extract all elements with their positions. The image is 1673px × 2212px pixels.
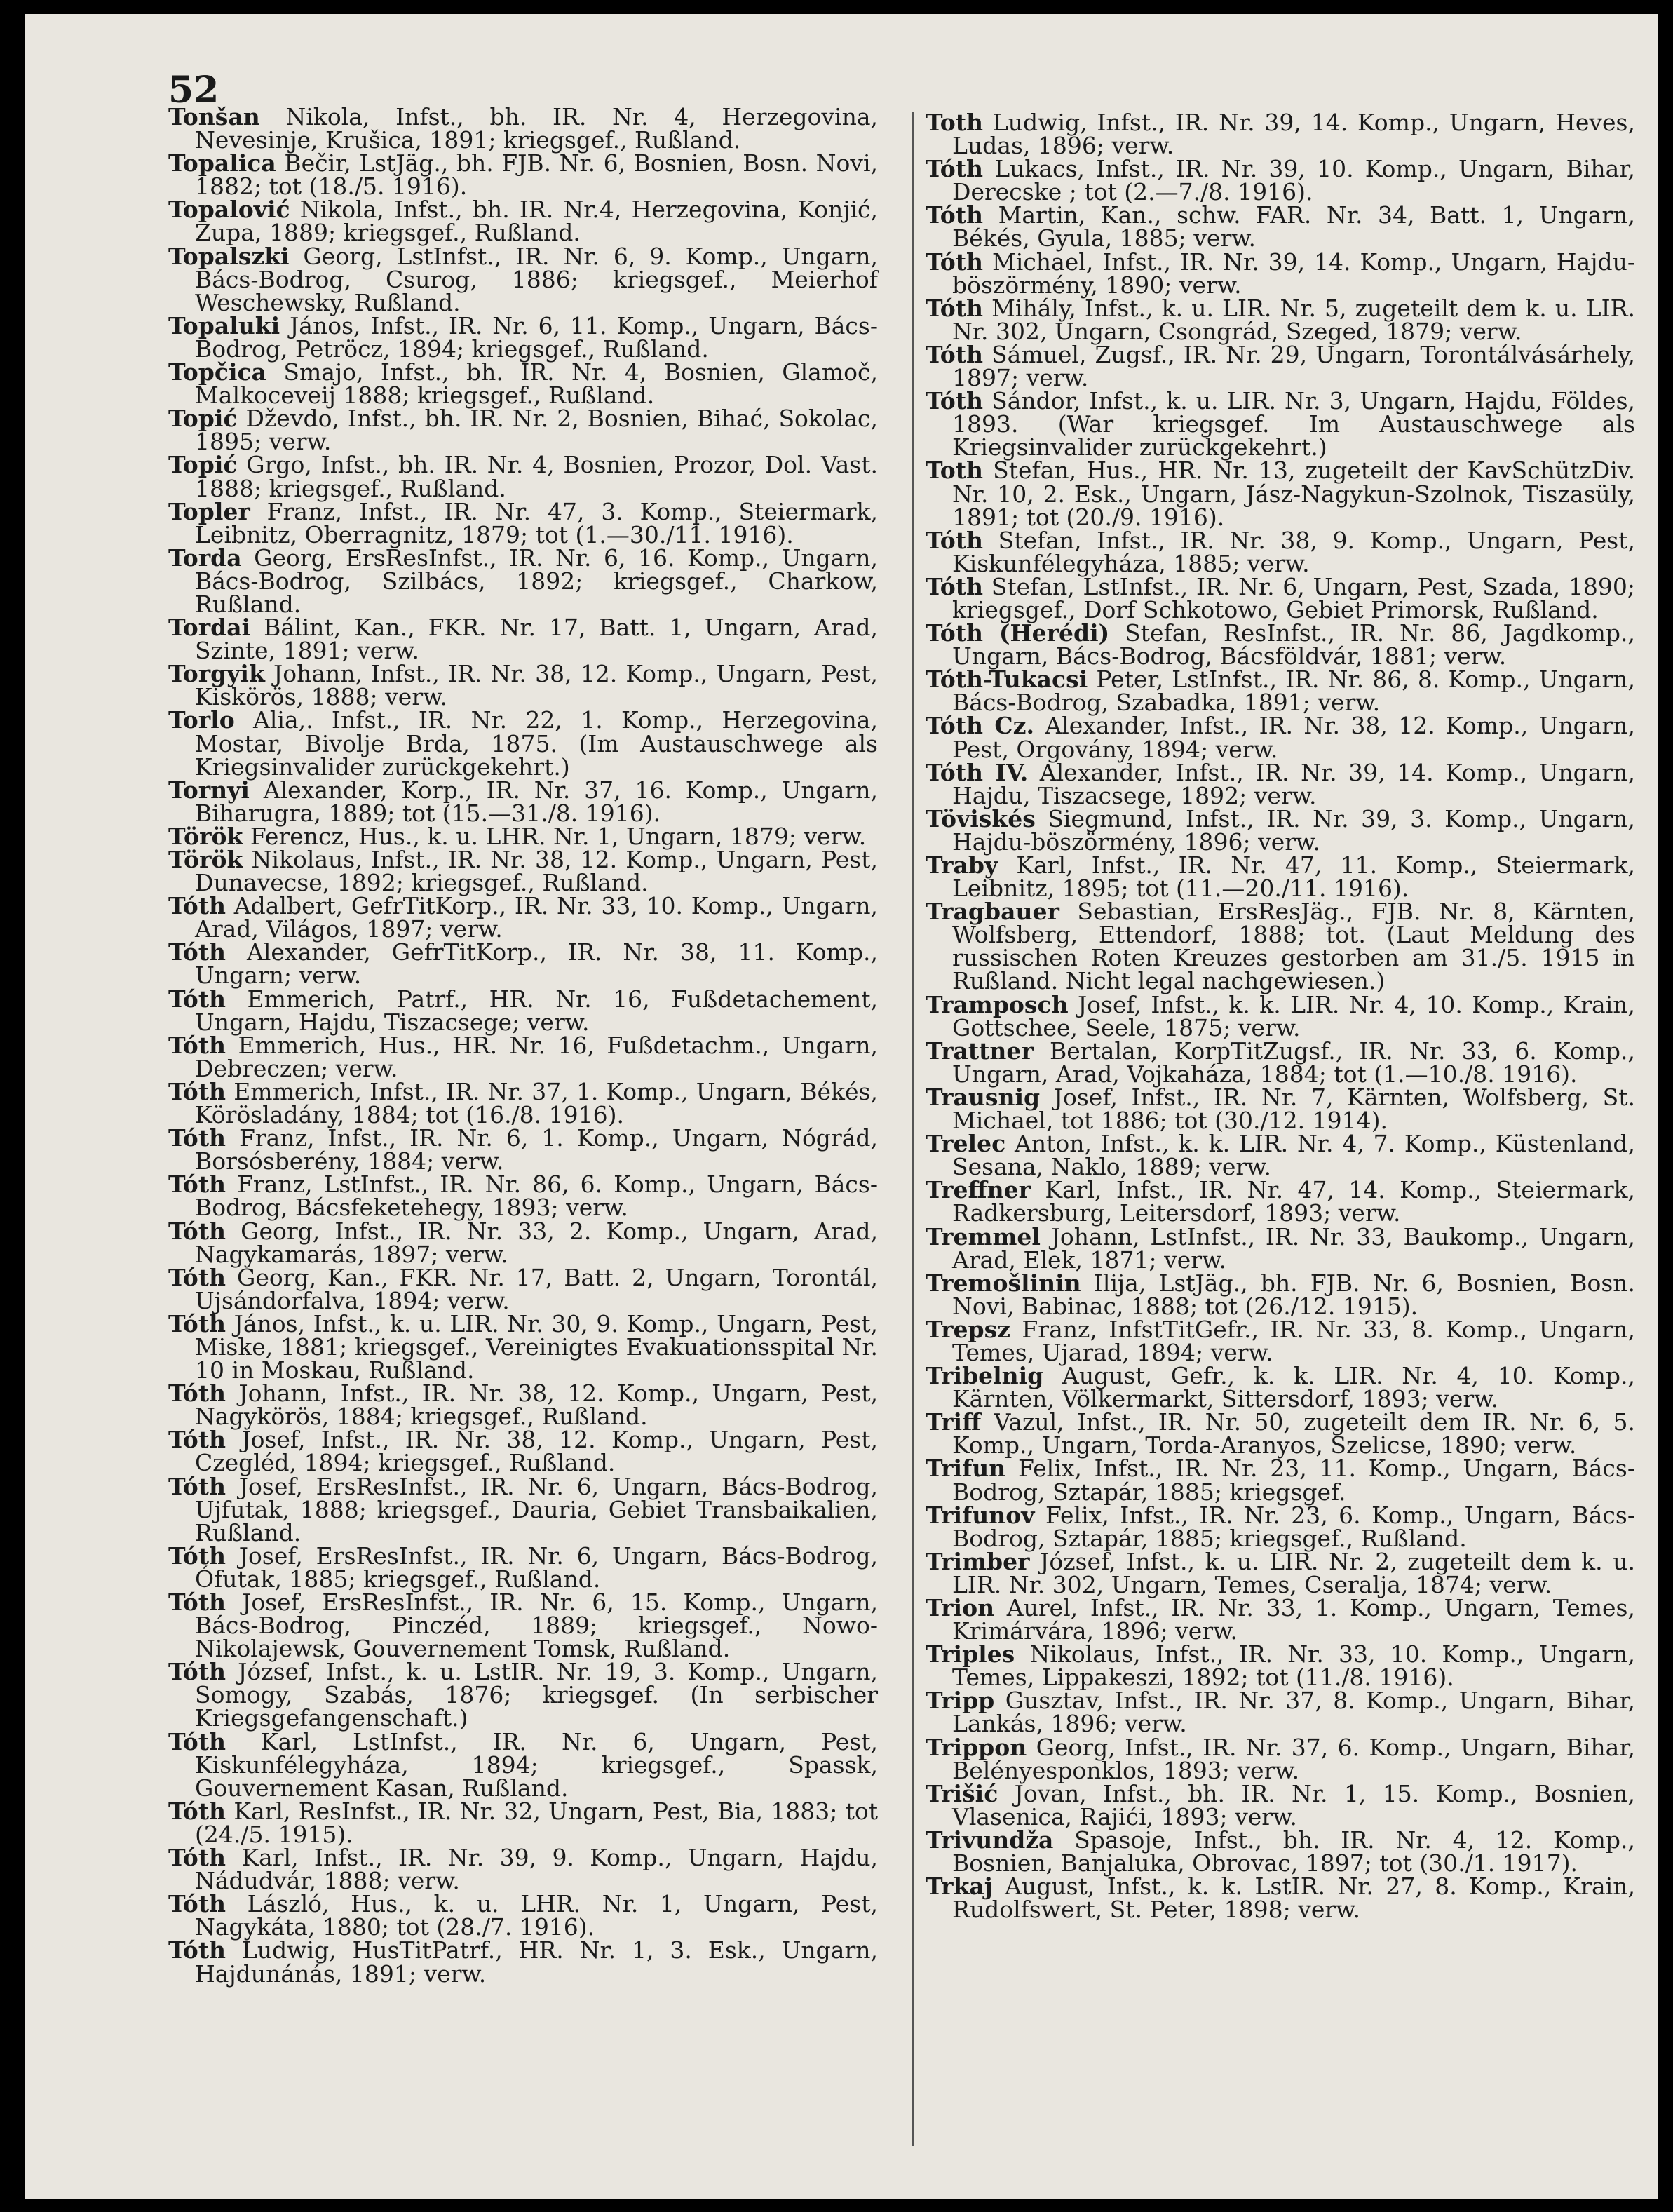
register-entry [168, 1263, 878, 1314]
entry-details: Nikola, Infst., bh. IR. Nr.4, Herzegovina, Konjić, Zupa, 1889; kriegsgef., Rußland. [195, 196, 878, 247]
entry-surname: Tóth [168, 1309, 226, 1337]
register-entry [168, 892, 878, 943]
entry-surname: Tóth [168, 1217, 226, 1245]
entry-details: Alia,. Infst., IR. Nr. 22, 1. Komp., Herzegovina, Mostar, Bivolje Brda, 1875. (Im Austauschwege als Kriegsinvalider zurückgekehrt.) [195, 706, 878, 781]
entry-details: Franz, InfstTitGefr., IR. Nr. 33, 8. Komp., Ungarn, Temes, Ujarad, 1894; verw. [952, 1315, 1635, 1366]
register-entry [168, 1472, 878, 1546]
register-entry [926, 1083, 1635, 1135]
register-entry [168, 497, 878, 548]
page-number: 52 [168, 69, 219, 112]
entry-details: Johann, Infst., IR. Nr. 38, 12. Komp., Ungarn, Pest, Kiskörös, 1888; verw. [195, 660, 878, 711]
register-entry [926, 1222, 1635, 1274]
entry-surname: Tragbauer [926, 898, 1059, 926]
register-entry [926, 1178, 1635, 1225]
entry-surname: Tóth [168, 985, 226, 1013]
register-entry [168, 1727, 878, 1802]
register-entry [168, 987, 878, 1034]
entry-surname: Toth [926, 109, 984, 136]
entry-details: Alexander, Infst., IR. Nr. 38, 12. Komp., Ungarn, Pest, Orgovány, 1894; verw. [952, 712, 1635, 763]
entry-surname: Tóth [168, 1077, 226, 1105]
entry-details: Emmerich, Infst., IR. Nr. 37, 1. Komp., Ungarn, Békés, Körösladány, 1884; tot (16./8. 1916). [195, 1077, 878, 1129]
entry-surname: Trkaj [926, 1873, 993, 1901]
entry-details: Ludwig, HusTitPatrf., HR. Nr. 1, 3. Esk., Ungarn, Hajdunánás, 1891; verw. [195, 1936, 879, 1988]
entry-details: Adalbert, GefrTitKorp., IR. Nr. 33, 10. Komp., Ungarn, Arad, Világos, 1897; verw. [195, 892, 878, 943]
register-entry [926, 758, 1635, 809]
register-entry [926, 1501, 1635, 1552]
entry-surname: Tóth [168, 1124, 226, 1152]
entry-details: Nikolaus, Infst., IR. Nr. 38, 12. Komp., Ungarn, Pest, Dunavecse, 1892; kriegsgef., Rußland. [195, 846, 878, 897]
entry-details: Karl, Infst., IR. Nr. 39, 9. Komp., Ungarn, Hajdu, Nádudvár, 1888; verw. [195, 1844, 878, 1895]
entry-details: Bertalan, KorpTitZugsf., IR. Nr. 33, 6. Komp., Ungarn, Arad, Vojkaháza, 1884; tot (1.—10./8. 1916). [952, 1037, 1635, 1088]
entry-details: Josef, Infst., IR. Nr. 7, Kärnten, Wolfsberg, St. Michael, tot 1886; tot (30./12. 1914). [952, 1083, 1635, 1135]
register-entry [926, 712, 1635, 763]
entry-details: Siegmund, Infst., IR. Nr. 39, 3. Komp., Ungarn, Hajdu-böszörmény, 1896; verw. [952, 804, 1635, 856]
entry-surname: Tóth-Tukacsi [926, 666, 1088, 694]
entry-details: Alexander, Korp., IR. Nr. 37, 16. Komp., Ungarn, Biharugra, 1889; tot (15.—31./8. 1916). [195, 776, 878, 827]
entry-details: Smajo, Infst., bh. IR. Nr. 4, Bosnien, Glamoč, Malkoceveij 1888; kriegsgef., Rußland. [195, 358, 878, 410]
entry-details: Karl, LstInfst., IR. Nr. 6, Ungarn, Pest, Kiskunfélegyháza, 1894; kriegsgef., Spassk, Gouvernement Kasan, Rußland. [195, 1727, 878, 1802]
register-entry [926, 898, 1635, 995]
register-entry [168, 311, 878, 363]
register-entry [926, 1410, 1635, 1457]
register-entry [926, 203, 1635, 250]
register-entry [168, 405, 878, 456]
register-entry [926, 1130, 1635, 1181]
register-entry [168, 1309, 878, 1384]
entry-surname: Tóth [926, 294, 984, 322]
register-entry [926, 1640, 1635, 1692]
register-entry [168, 1890, 878, 1941]
entry-surname: Trion [926, 1594, 995, 1621]
entry-details: Josef, Infst., k. k. LIR. Nr. 4, 10. Komp., Krain, Gottschee, Seele, 1875; verw. [952, 990, 1635, 1041]
entry-details: Felix, Infst., IR. Nr. 23, 6. Komp., Ungarn, Bács-Bodrog, Sztapár, 1885; kriegsgef., Rußland. [952, 1501, 1635, 1552]
register-entry [926, 1733, 1635, 1784]
entry-details: Karl, ResInfst., IR. Nr. 32, Ungarn, Pest, Bia, 1883; tot (24./5. 1915). [195, 1797, 878, 1848]
entry-details: Sámuel, Zugsf., IR. Nr. 29, Ungarn, Torontálvásárhely, 1897; verw. [952, 340, 1635, 392]
entry-surname: Trifun [926, 1455, 1006, 1483]
entry-surname: Tóth [168, 938, 226, 966]
entry-details: Sebastian, ErsResJäg., FJB. Nr. 8, Kärnten, Wolfsberg, Ettendorf, 1888; tot. (Laut Meldung des russischen Roten Kreuzes gestorben am 31./5. 1915 in Rußland. Nicht legal nachgewiesen.) [952, 898, 1635, 995]
register-entry [168, 149, 878, 201]
register-entry [168, 706, 878, 781]
entry-surname: Török [168, 822, 243, 850]
entry-details: Ferencz, Hus., k. u. LHR. Nr. 1, Ungarn, 1879; verw. [250, 822, 867, 850]
register-entry [926, 851, 1635, 903]
entry-details: Alexander, GefrTitKorp., IR. Nr. 38, 11. Komp., Ungarn; verw. [195, 938, 878, 990]
entry-details: Anton, Infst., k. k. LIR. Nr. 4, 7. Komp., Küstenland, Sesana, Naklo, 1889; verw. [952, 1130, 1635, 1181]
register-entry [926, 990, 1635, 1041]
entry-surname: Tóth [926, 572, 984, 600]
entry-surname: Tóth [168, 1727, 226, 1755]
entry-surname: Tripp [926, 1687, 995, 1715]
entry-surname: Trimber [926, 1547, 1030, 1575]
entry-details: Bálint, Kan., FKR. Nr. 17, Batt. 1, Ungarn, Arad, Szinte, 1891; verw. [195, 614, 878, 665]
entry-surname: Torgyik [168, 660, 265, 688]
entry-surname: Topaluki [168, 311, 280, 339]
register-entry [168, 1031, 878, 1082]
entry-surname: Trausnig [926, 1083, 1041, 1111]
left-column [168, 103, 879, 1988]
entry-details: Georg, ErsResInfst., IR. Nr. 6, 16. Komp., Ungarn, Bács-Bodrog, Szilbács, 1892; kriegsgef., Charkow, Rußland. [195, 544, 878, 618]
entry-details: Lukacs, Infst., IR. Nr. 39, 10. Komp., Ungarn, Bihar, Derecske ; tot (2.—7./8. 1916). [952, 155, 1635, 206]
register-entry [926, 1687, 1635, 1738]
entry-details: Johann, LstInfst., IR. Nr. 33, Baukomp., Ungarn, Arad, Elek, 1871; verw. [952, 1222, 1635, 1274]
register-entry [926, 1779, 1636, 1830]
entry-surname: Török [168, 846, 243, 873]
entry-surname: Topčica [168, 358, 266, 386]
entry-surname: Tóth Cz. [926, 712, 1034, 740]
entry-details: József, Infst., k. u. LstIR. Nr. 19, 3. Komp., Ungarn, Somogy, Szabás, 1876; kriegsgef. (In serbischer Kriegsgefangenschaft.) [195, 1658, 878, 1732]
entry-details: Stefan, ResInfst., IR. Nr. 86, Jagdkomp., Ungarn, Bács-Bodrog, Bácsföldvár, 1881; verw. [952, 619, 1635, 670]
register-entry [168, 1217, 878, 1268]
entry-surname: Trivundža [926, 1826, 1054, 1854]
entry-details: Emmerich, Hus., HR. Nr. 16, Fußdetachm., Ungarn, Debreczen; verw. [195, 1031, 878, 1082]
entry-details: Gusztav, Infst., IR. Nr. 37, 8. Komp., Ungarn, Bihar, Lankás, 1896; verw. [952, 1687, 1635, 1738]
entry-surname: Topalica [168, 149, 276, 177]
entry-details: Georg, Infst., IR. Nr. 37, 6. Komp., Ungarn, Bihar, Belényesponklos, 1893; verw. [952, 1733, 1635, 1784]
entry-surname: Tóth [168, 1589, 226, 1616]
entry-details: Franz, LstInfst., IR. Nr. 86, 6. Komp., Ungarn, Bács-Bodrog, Bácsfeketehegy, 1893; verw. [195, 1171, 878, 1222]
register-entry [926, 155, 1635, 206]
entry-details: Nikolaus, Infst., IR. Nr. 33, 10. Komp., Ungarn, Temes, Lippakeszi, 1892; tot (11./8. 1916). [952, 1640, 1635, 1692]
entry-details: Georg, LstInfst., IR. Nr. 6, 9. Komp., Ungarn, Bács-Bodrog, Csurog, 1886; kriegsgef., Meierhof Weschewsky, Rußland. [195, 242, 878, 316]
entry-details: Bečir, LstJäg., bh. FJB. Nr. 6, Bosnien, Bosn. Novi, 1882; tot (18./5. 1916). [195, 149, 878, 201]
entry-details: Franz, Infst., IR. Nr. 6, 1. Komp., Ungarn, Nógrád, Borsósberény, 1884; verw. [195, 1124, 878, 1175]
register-entry [168, 846, 878, 897]
entry-surname: Tonšan [168, 103, 260, 130]
entry-details: Ludwig, Infst., IR. Nr. 39, 14. Komp., Ungarn, Heves, Ludas, 1896; verw. [952, 109, 1635, 160]
register-entry [168, 660, 878, 711]
entry-details: Franz, Infst., IR. Nr. 47, 3. Komp., Steiermark, Leibnitz, Oberragnitz, 1879; tot (1.—30./11. 1916). [195, 497, 878, 548]
entry-surname: Topić [168, 405, 238, 433]
entry-details: Johann, Infst., IR. Nr. 38, 12. Komp., Ungarn, Pest, Nagykörös, 1884; kriegsgef., Rußland. [195, 1380, 878, 1431]
right-column [926, 109, 1636, 1924]
register-entry [168, 103, 878, 154]
register-entry [926, 1547, 1635, 1598]
register-entry [168, 1658, 878, 1732]
entry-surname: Topalszki [168, 242, 290, 270]
entry-details: Mihály, Infst., k. u. LIR. Nr. 5, zugeteilt dem k. u. LIR. Nr. 302, Ungarn, Csongrád, Szeged, 1879; verw. [952, 294, 1635, 345]
entry-details: Spasoje, Infst., bh. IR. Nr. 4, 12. Komp., Bosnien, Banjaluka, Obrovac, 1897; tot (30./1. 1917). [952, 1826, 1635, 1877]
register-entry [168, 1544, 878, 1591]
register-entry [926, 666, 1635, 717]
entry-details: Stefan, LstInfst., IR. Nr. 6, Ungarn, Pest, Szada, 1890; kriegsgef., Dorf Schkotowo, Gebiet Primorsk, Rußland. [952, 572, 1635, 623]
entry-details: Martin, Kan., schw. FAR. Nr. 34, Batt. 1, Ungarn, Békés, Gyula, 1885; verw. [952, 201, 1635, 252]
entry-details: Ilija, LstJäg., bh. FJB. Nr. 6, Bosnien, Bosn. Novi, Babinac, 1888; tot (26./12. 1915). [952, 1269, 1636, 1320]
register-entry [168, 1936, 879, 1988]
entry-surname: Trattner [926, 1037, 1034, 1065]
entry-surname: Tóth [168, 1263, 226, 1291]
register-entry [168, 1380, 878, 1431]
entry-details: Grgo, Infst., bh. IR. Nr. 4, Bosnien, Prozor, Dol. Vast. 1888; kriegsgef., Rußland. [195, 451, 878, 502]
entry-surname: Triples [926, 1640, 1015, 1668]
entry-details: János, Infst., k. u. LIR. Nr. 30, 9. Komp., Ungarn, Pest, Miske, 1881; kriegsgef., Vereinigtes Evakuationsspital Nr. 10 in Moskau, Rußland. [195, 1309, 878, 1384]
entry-details: Josef, ErsResInfst., IR. Nr. 6, 15. Komp., Ungarn, Bács-Bodrog, Pinczéd, 1889; kriegsgef., Nowo-Nikolajewsk, Gouvernement Tomsk, Rußland. [195, 1589, 878, 1663]
register-entry [926, 572, 1635, 623]
entry-details: Dževdo, Infst., bh. IR. Nr. 2, Bosnien, Bihać, Sokolac, 1895; verw. [195, 405, 878, 456]
entry-surname: Toth [926, 457, 984, 485]
entry-details: Karl, Infst., IR. Nr. 47, 11. Komp., Steiermark, Leibnitz, 1895; tot (11.—20./11. 1916). [952, 851, 1635, 903]
column-divider [912, 112, 914, 2146]
register-entry [926, 1269, 1636, 1320]
entry-surname: Tremošlinin [926, 1269, 1081, 1297]
register-entry [926, 294, 1635, 345]
register-entry [168, 1171, 878, 1222]
register-entry [168, 242, 878, 316]
register-entry [926, 621, 1635, 668]
register-entry [926, 1039, 1635, 1086]
register-entry [926, 340, 1635, 392]
entry-surname: Tóth [168, 1380, 226, 1408]
entry-details: Peter, LstInfst., IR. Nr. 86, 8. Komp., Ungarn, Bács-Bodrog, Szabadka, 1891; verw. [952, 666, 1635, 717]
entry-details: Josef, Infst., IR. Nr. 38, 12. Komp., Ungarn, Pest, Czegléd, 1894; kriegsgef., Rußland. [195, 1426, 878, 1477]
register-entry [926, 1455, 1635, 1506]
entry-surname: Tornyi [168, 776, 250, 804]
entry-details: Felix, Infst., IR. Nr. 23, 11. Komp., Ungarn, Bács-Bodrog, Sztapár, 1885; kriegsgef. [952, 1455, 1635, 1506]
entry-surname: Tremmel [926, 1222, 1041, 1250]
register-entry [926, 1828, 1635, 1875]
entry-details: Michael, Infst., IR. Nr. 39, 14. Komp., Ungarn, Hajdu-böszörmény, 1890; verw. [952, 248, 1635, 299]
entry-details: János, Infst., IR. Nr. 6, 11. Komp., Ungarn, Bács-Bodrog, Petröcz, 1894; kriegsgef., Rußland. [195, 311, 878, 363]
register-entry [168, 1797, 878, 1848]
entry-details: Josef, ErsResInfst., IR. Nr. 6, Ungarn, Bács-Bodrog, Ujfutak, 1888; kriegsgef., Dauria, Gebiet Transbaikalien, Rußland. [195, 1472, 878, 1546]
register-entry [926, 804, 1635, 856]
entry-surname: Torda [168, 544, 242, 572]
entry-surname: Trippon [926, 1733, 1027, 1761]
register-entry [168, 1077, 878, 1129]
register-entry [168, 546, 878, 616]
entry-surname: Tramposch [926, 990, 1069, 1018]
entry-details: József, Infst., k. u. LIR. Nr. 2, zugeteilt dem k. u. LIR. Nr. 302, Ungarn, Temes, Cseralja, 1874; verw. [952, 1547, 1635, 1598]
entry-surname: Trišić [926, 1779, 998, 1807]
entry-details: Emmerich, Patrf., HR. Nr. 16, Fußdetachement, Ungarn, Hajdu, Tiszacsege; verw. [195, 985, 878, 1036]
entry-details: Georg, Infst., IR. Nr. 33, 2. Komp., Ungarn, Arad, Nagykamarás, 1897; verw. [195, 1217, 878, 1268]
entry-surname: Tóth [168, 1890, 226, 1918]
entry-surname: Tóth IV. [926, 758, 1029, 786]
entry-details: Stefan, Hus., HR. Nr. 13, zugeteilt der KavSchützDiv. Nr. 10, 2. Esk., Ungarn, Jász-Nagykun-Szolnok, Tiszasüly, 1891; tot (20./9. 1916). [952, 457, 1635, 531]
entry-surname: Tóth [168, 1031, 226, 1059]
entry-surname: Torlo [168, 706, 235, 734]
entry-surname: Tóth [168, 1844, 226, 1872]
register-entry [168, 822, 878, 850]
register-entry [168, 1426, 878, 1477]
register-entry [926, 250, 1635, 297]
register-entry [926, 109, 1635, 160]
register-entry [168, 1126, 878, 1173]
register-entry [168, 1844, 878, 1895]
entry-surname: Trelec [926, 1130, 1006, 1158]
entry-details: Alexander, Infst., IR. Nr. 39, 14. Komp., Ungarn, Hajdu, Tiszacsege, 1892; verw. [952, 758, 1635, 809]
entry-surname: Tóth [926, 201, 984, 229]
register-entry [926, 389, 1635, 459]
entry-details: Karl, Infst., IR. Nr. 47, 14. Komp., Steiermark, Radkersburg, Leitersdorf, 1893; verw. [952, 1176, 1635, 1227]
entry-surname: Tóth [168, 1797, 226, 1825]
entry-surname: Tóth [926, 155, 984, 183]
entry-details: Vazul, Infst., IR. Nr. 50, zugeteilt dem IR. Nr. 6, 5. Komp., Ungarn, Torda-Aranyos, Szelicse, 1890; verw. [952, 1408, 1635, 1459]
register-entry [926, 1315, 1635, 1366]
register-entry [168, 938, 878, 990]
entry-surname: Tóth [926, 248, 984, 276]
entry-surname: Treffner [926, 1176, 1031, 1204]
entry-surname: Tóth [168, 1936, 226, 1964]
entry-surname: Tóth [926, 340, 984, 368]
entry-surname: Tóth (Herédi) [926, 619, 1110, 647]
register-entry [926, 457, 1635, 531]
entry-surname: Tóth [168, 1171, 226, 1199]
register-entry [926, 1873, 1635, 1924]
entry-surname: Tordai [168, 614, 251, 642]
entry-surname: Topalović [168, 196, 290, 224]
entry-surname: Traby [926, 851, 998, 879]
register-entry [168, 358, 878, 410]
register-entry [168, 1589, 878, 1663]
entry-details: Josef, ErsResInfst., IR. Nr. 6, Ungarn, Bács-Bodrog, Ófutak, 1885; kriegsgef., Rußland. [195, 1542, 878, 1593]
entry-surname: Tribelnig [926, 1362, 1044, 1390]
entry-details: László, Hus., k. u. LHR. Nr. 1, Ungarn, Pest, Nagykáta, 1880; tot (28./7. 1916). [195, 1890, 878, 1941]
entry-surname: Tóth [168, 1658, 226, 1686]
register-entry [168, 614, 878, 665]
register-entry [926, 1362, 1635, 1413]
entry-details: August, Gefr., k. k. LIR. Nr. 4, 10. Komp., Kärnten, Völkermarkt, Sittersdorf, 1893; verw. [952, 1362, 1635, 1413]
entry-surname: Trifunov [926, 1501, 1035, 1529]
entry-surname: Tóth [168, 1426, 226, 1454]
register-entry [168, 196, 878, 247]
entry-surname: Tóth [926, 526, 984, 554]
entry-details: Sándor, Infst., k. u. LIR. Nr. 3, Ungarn, Hajdu, Földes, 1893. (War kriegsgef. Im Austauschwege als Kriegsinvalider zurückgekehrt.) [952, 387, 1635, 461]
entry-details: Nikola, Infst., bh. IR. Nr. 4, Herzegovina, Nevesinje, Krušica, 1891; kriegsgef., Rußland. [195, 103, 878, 154]
register-entry [926, 526, 1635, 577]
entry-surname: Triff [926, 1408, 982, 1436]
entry-surname: Trepsz [926, 1315, 1010, 1343]
register-entry [926, 1596, 1635, 1643]
entry-surname: Tóth [168, 1472, 226, 1500]
entry-details: Georg, Kan., FKR. Nr. 17, Batt. 2, Ungarn, Torontál, Ujsándorfalva, 1894; verw. [195, 1263, 878, 1314]
entry-surname: Tóth [168, 1542, 226, 1570]
entry-details: Jovan, Infst., bh. IR. Nr. 1, 15. Komp., Bosnien, Vlasenica, Rajići, 1893; verw. [952, 1779, 1636, 1830]
register-entry [168, 778, 878, 825]
entry-surname: Tóth [168, 892, 226, 920]
entry-surname: Topić [168, 451, 238, 479]
entry-surname: Topler [168, 497, 250, 525]
entry-details: Aurel, Infst., IR. Nr. 33, 1. Komp., Ungarn, Temes, Krimárvára, 1896; verw. [952, 1594, 1635, 1645]
entry-details: August, Infst., k. k. LstIR. Nr. 27, 8. Komp., Krain, Rudolfswert, St. Peter, 1898; verw. [952, 1873, 1635, 1924]
entry-surname: Tóth [926, 387, 984, 415]
register-entry [168, 451, 878, 502]
entry-surname: Töviskés [926, 804, 1036, 832]
entry-details: Stefan, Infst., IR. Nr. 38, 9. Komp., Ungarn, Pest, Kiskunfélegyháza, 1885; verw. [952, 526, 1635, 577]
